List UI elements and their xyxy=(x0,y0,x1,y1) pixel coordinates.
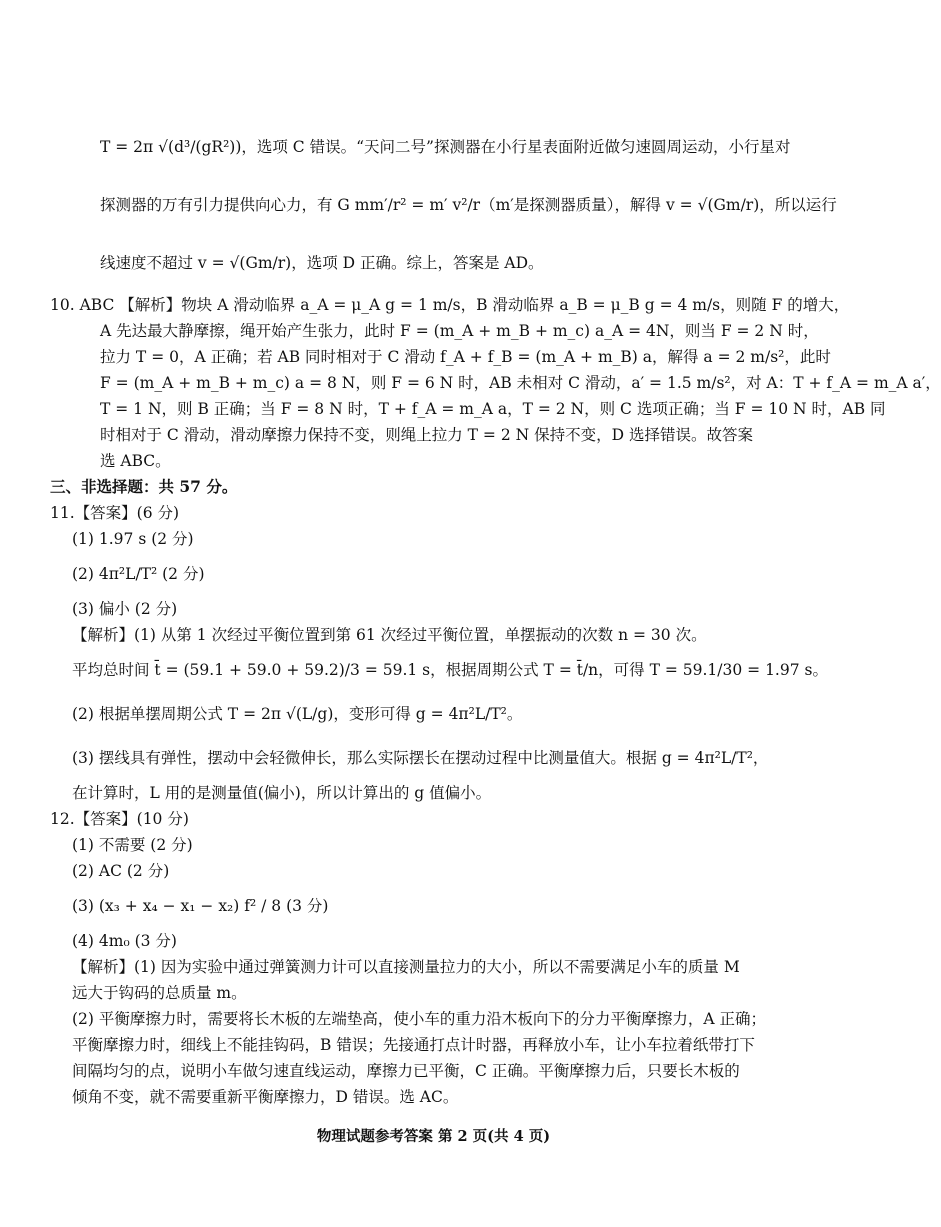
text-line-12: 11.【答案】(6 分) xyxy=(50,504,180,522)
text-line-18: (2) 根据单摆周期公式 T = 2π √(L/g)，变形可得 g = 4π²L/T²。 xyxy=(72,705,523,723)
text-line-6: 拉力 T = 0，A 正确；若 AB 同时相对于 C 滑动 f_A + f_B = (m_A + m_B) a，解得 a = 2 m/s²，此时 xyxy=(100,348,831,366)
text-line-29: 平衡摩擦力时，细线上不能挂钩码，B 错误；先接通打点计时器，再释放小车，让小车拉着纸带打下 xyxy=(72,1036,755,1054)
page-footer: 物理试题参考答案 第 2 页(共 4 页) xyxy=(316,1128,551,1145)
text-line-16: 【解析】(1) 从第 1 次经过平衡位置到第 61 次经过平衡位置，单摆振动的次数 n = 30 次。 xyxy=(72,626,707,644)
text-line-31: 倾角不变，就不需要重新平衡摩擦力，D 错误。选 AC。 xyxy=(72,1088,459,1106)
text-line-7: F = (m_A + m_B + m_c) a = 8 N，则 F = 6 N 时，AB 未相对 C 滑动，a′ = 1.5 m/s²，对 A：T + f_A = m_A a′， xyxy=(100,374,941,392)
text-line-9: 时相对于 C 滑动，滑动摩擦力保持不变，则绳上拉力 T = 2 N 保持不变，D 选择错误。故答案 xyxy=(100,426,753,444)
text-line-21: 12.【答案】(10 分) xyxy=(50,810,189,828)
text-line-4: 10. ABC 【解析】物块 A 滑动临界 a_A = μ_A g = 1 m/s，B 滑动临界 a_B = μ_B g = 4 m/s，则随 F 的增大， xyxy=(50,296,850,314)
answer-text xyxy=(50,118,941,1110)
text-line-22: (1) 不需要 (2 分) xyxy=(72,836,193,854)
text-line-24: (3) (x₃ + x₄ − x₁ − x₂) f² / 8 (3 分) xyxy=(72,897,329,915)
text-line-14: (2) 4π²L/T² (2 分) xyxy=(72,565,205,583)
text-line-2: 探测器的万有引力提供向心力，有 G mm′/r² = m′ v²/r（m′是探测器质量），解得 v = √(Gm/r)，所以运行 xyxy=(100,196,837,214)
text-line-27: 远大于钩码的总质量 m。 xyxy=(72,984,247,1002)
text-line-30: 间隔均匀的点，说明小车做匀速直线运动，摩擦力已平衡，C 正确。平衡摩擦力后，只要长木板的 xyxy=(72,1062,740,1080)
text-line-23: (2) AC (2 分) xyxy=(72,862,170,880)
text-line-26: 【解析】(1) 因为实验中通过弹簧测力计可以直接测量拉力的大小，所以不需要满足小车的质量 M xyxy=(72,958,740,976)
text-line-20: 在计算时，L 用的是测量值(偏小)，所以计算出的 g 值偏小。 xyxy=(72,784,492,802)
text-line-13: (1) 1.97 s (2 分) xyxy=(72,530,194,548)
text-line-11: 三、非选择题：共 57 分。 xyxy=(50,477,238,496)
text-line-28: (2) 平衡摩擦力时，需要将长木板的左端垫高，使小车的重力沿木板向下的分力平衡摩擦力，A 正确； xyxy=(72,1010,767,1028)
text-line-25: (4) 4m₀ (3 分) xyxy=(72,932,177,950)
text-line-17: 平均总时间 t̄ = (59.1 + 59.0 + 59.2)/3 = 59.1 s，根据周期公式 T = t̄/n，可得 T = 59.1/30 = 1.97 s。 xyxy=(72,661,828,679)
text-line-10: 选 ABC。 xyxy=(100,452,171,470)
text-line-8: T = 1 N，则 B 正确；当 F = 8 N 时，T + f_A = m_A a，T = 2 N，则 C 选项正确；当 F = 10 N 时，AB 同 xyxy=(100,400,886,418)
text-line-19: (3) 摆线具有弹性，摆动中会轻微伸长，那么实际摆长在摆动过程中比测量值大。根据 g = 4π²L/T²， xyxy=(72,749,769,767)
text-line-15: (3) 偏小 (2 分) xyxy=(72,600,178,618)
text-line-1: T = 2π √(d³/(gR²))，选项 C 错误。“天问二号”探测器在小行星表面附近做匀速圆周运动，小行星对 xyxy=(100,138,791,156)
text-line-5: A 先达最大静摩擦，绳开始产生张力，此时 F = (m_A + m_B + m_c) a_A = 4N，则当 F = 2 N 时， xyxy=(100,322,819,340)
text-line-3: 线速度不超过 v = √(Gm/r)，选项 D 正确。综上，答案是 AD。 xyxy=(100,254,544,272)
